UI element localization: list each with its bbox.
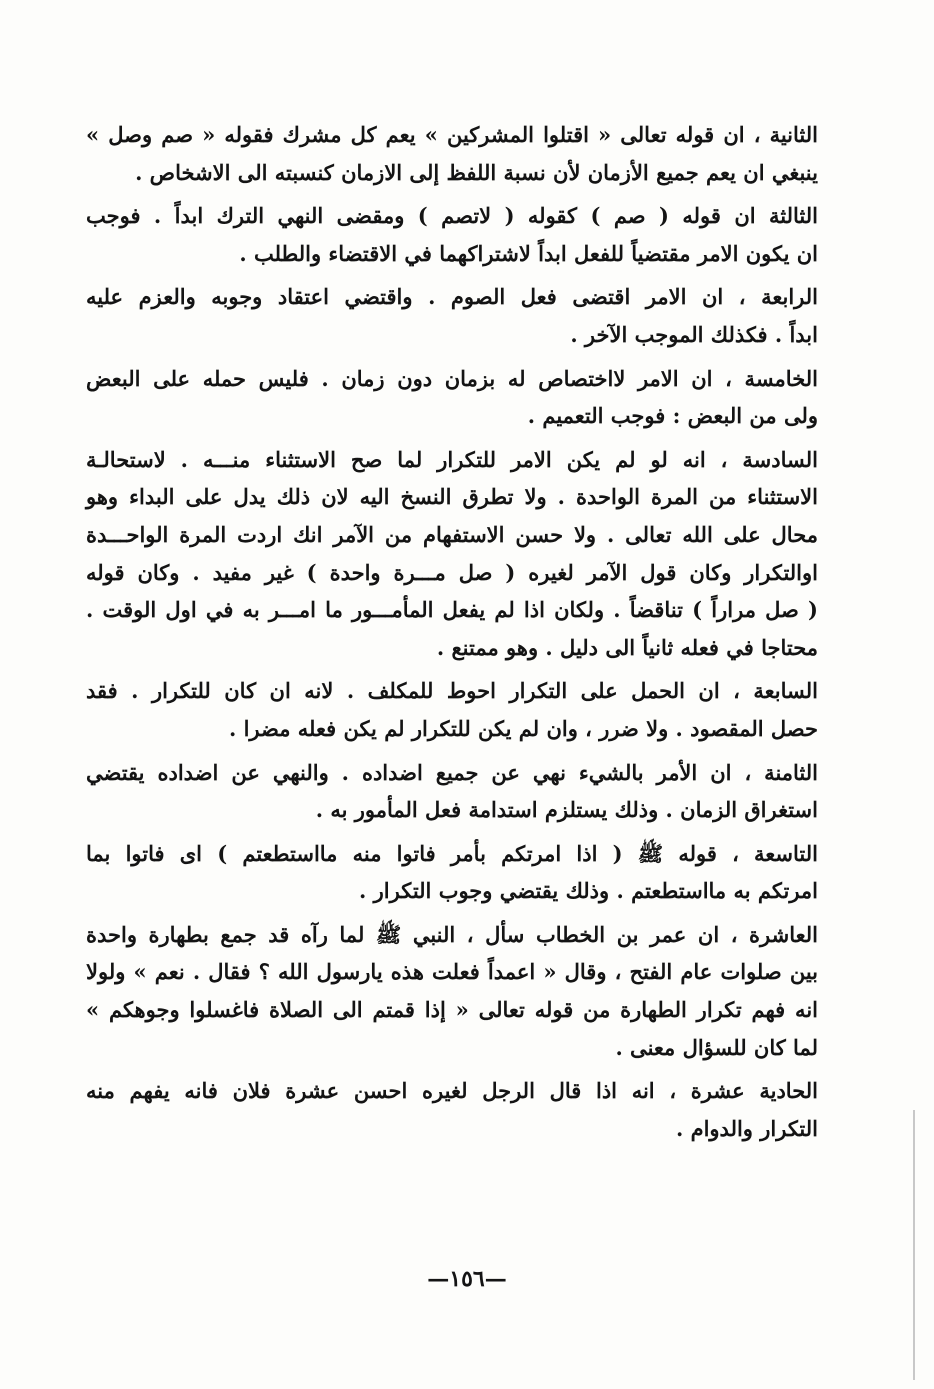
paragraph (86, 360, 818, 435)
paragraph (86, 672, 818, 747)
text-line: محتاجا في فعله ثانياً الى دليل . وهو ممتنع . (436, 634, 818, 660)
text-line: العاشرة ، ان عمر بن الخطاب سأل ، النبي ﷺ لما رآه قد جمع بطهارة واحدة (86, 921, 818, 947)
page-number: —١٥٦— (427, 1266, 507, 1292)
text-line: السادسة ، انه لو لم يكن الامر للتكرار لما صح الاستثناء منـــه . لاستحالـة (86, 446, 818, 472)
text-line: ان يكون الامر مقتضياً للفعل ابداً لاشتراكهما في الاقتضاء والطلب . (239, 240, 818, 266)
paragraph (86, 754, 818, 829)
page-body-text (86, 116, 818, 1153)
text-line: امرتكم به مااستطعتم . وذلك يقتضي وجوب التكرار . (359, 878, 818, 904)
text-line: التاسعة ، قوله ﷺ ( اذا امرتكم بأمر فاتوا منه مااستطعتم ) اى فاتوا بما (86, 840, 818, 866)
text-line: الثالثة ان قوله ( صم ) كقوله ( لاتصم ) ومقضى النهي الترك ابداً . فوجب (86, 203, 818, 229)
paragraph (86, 835, 818, 910)
paragraph (86, 197, 818, 272)
text-line: ( صل مراراً ) تناقضاً . ولكان اذا لم يفعل المأمـــور ما امـــر به في اول الوقت . (86, 597, 818, 623)
text-line: ولى من البعض : فوجب التعميم . (527, 403, 818, 429)
text-line: بين صلوات عام الفتح ، وقال « اعمداً فعلت هذه يارسول الله ؟ فقال . نعم » ولولا (86, 959, 818, 985)
text-line: الرابعة ، ان الامر اقتضى فعل الصوم . واقتضي اعتقاد وجوبه والعزم عليه (86, 284, 818, 310)
text-line: لما كان للسؤال معنى . (615, 1034, 818, 1060)
text-line: التكرار والدوام . (675, 1115, 818, 1141)
text-line: الخامسة ، ان الامر لااختصاص له بزمان دون زمان . فليس حمله على البعض (86, 365, 818, 391)
text-line: السابعة ، ان الحمل على التكرار احوط للمكلف . لانه ان كان للتكرار . فقد (86, 678, 818, 704)
paragraph (86, 441, 818, 667)
text-line: ينبغي ان يعم جميع الأزمان لأن نسبة اللفظ إلى الازمان كنسبته الى الاشخاص . (135, 159, 818, 185)
text-line: استغراق الزمان . وذلك يستلزم استدامة فعل المأمور به . (315, 797, 818, 823)
scan-edge-mark (913, 1110, 915, 1380)
paragraph (86, 278, 818, 353)
text-line: الثامنة ، ان الأمر بالشيء نهي عن جميع اضداده . والنهي عن اضداده يقتضي (86, 759, 818, 785)
text-line: الثانية ، ان قوله تعالى « اقتلوا المشركين » يعم كل مشرك فقوله « صم وصل » (86, 122, 818, 147)
paragraph (86, 116, 818, 191)
text-line: الاستثناء من المرة الواحدة . ولا تطرق النسخ اليه لان ذلك يدل على البداء وهو (86, 484, 818, 510)
text-line: اوالتكرار وكان قول الآمر لغيره ( صل مـــرة واحدة ) غير مفيد . وكان قوله (86, 559, 818, 585)
text-line: انه فهم تكرار الطهارة من قوله تعالى « إذا قمتم الى الصلاة فاغسلوا وجوهكم » (86, 997, 818, 1023)
paragraph (86, 1072, 818, 1147)
text-line: حصل المقصود . ولا ضرر ، وان لم يكن للتكرار لم يكن فعله مضرا . (228, 715, 818, 741)
text-line: محال على الله تعالى . ولا حسن الاستفهام من الآمر انك اردت المرة الواحـــدة (86, 521, 818, 547)
paragraph (86, 916, 818, 1066)
text-line: ابداً . فكذلك الموجب الآخر . (570, 321, 818, 347)
text-line: الحادية عشرة ، انه اذا قال الرجل لغيره احسن عشرة فلان فانه يفهم منه (86, 1078, 818, 1104)
